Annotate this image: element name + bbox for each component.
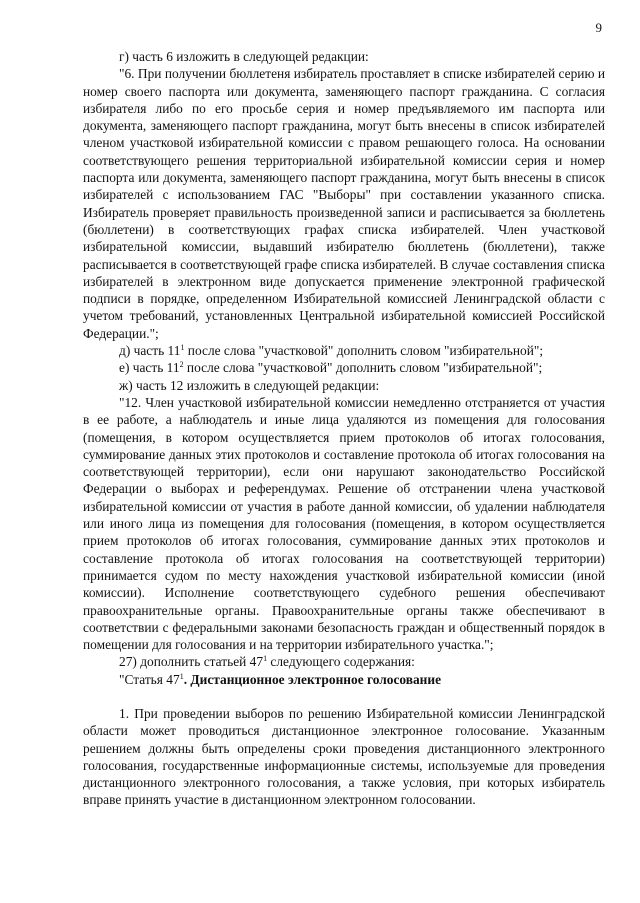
article-heading: "Статья $47^1$. Дистанционное электронное голосование <box>119 671 442 687</box>
document-body <box>83 48 605 809</box>
paragraph-article-1: 1. При проведении выборов по решению Избирательной комиссии Ленинградской области может проводиться дистанционное электронное голосование. Указанным решением должны быть определены сроки проведения дистанционного электронного голосования, государственные информационные системы, используемые для проведения дистанционного электронного голосования, а также условия, при которых избиратель вправе принять участие в дистанционном электронном голосовании. <box>83 705 605 808</box>
paragraph-6: "6. При получении бюллетеня избиратель проставляет в списке избирателей серию и номер своего паспорта или документа, заменяющего паспорт гражданина. С согласия избирателя либо по его просьбе серия и номер предъявляемого им паспорта или документа, заменяющего паспорт гражданина, могут быть внесены в список избирателей членом участковой избирательной комиссии с правом решающего голоса. На основании соответствующего решения территориальной избирательной комиссии серия и номер паспорта или документа, заменяющего паспорт гражданина, могут быть внесены в список избирателей с использованием ГАС "Выборы" при составлении указанного списка. Избиратель проверяет правильность произведенной записи и расписывается за бюллетень (бюллетени) в соответствующих графах списка избирателей. Член участковой избирательной комиссии, выдавший избирателю бюллетень (бюллетени), также расписывается в соответствующей графе списка избирателей. В случае составления списка избирателей в электронном виде допускается применение электронной графической подписи в порядке, определенном Избирательной комиссией Ленинградской области с учетом требований, установленных Центральной избирательной комиссией Российской Федерации."; <box>83 66 605 341</box>
blank-line <box>83 688 605 705</box>
paragraph-12: "12. Член участковой избирательной комиссии немедленно отстраняется от участия в ее работе, а наблюдатель и иные лица удаляются из помещения для голосования (помещения, в котором осуществляется прием протоколов об итогах голосования, суммирование данных этих протоколов и составление протокола об итогах голосования на соответствующей территории), если они нарушают законодательство Российской Федерации о выборах и референдумах. Решение об отстранении члена участковой избирательной комиссии от участия в работе данной комиссии, об удалении наблюдателя или иного лица из помещения для голосования (помещения, в котором осуществляется прием протоколов об итогах голосования, суммирование данных этих протоколов и составление протокола об итогах голосования на соответствующей территории) принимается судом по месту нахождения участковой избирательной комиссии (иной комиссии). Исполнение соответствующего судебного решения обеспечивают правоохранительные органы. Правоохранительные органы также обеспечивают в соответствии с федеральными законами безопасность граждан и общественный порядок в помещении для голосования и на территории избирательного участка."; <box>83 394 605 653</box>
item-27: 27) дополнить статьей $47^1$ следующего содержания: <box>119 654 415 670</box>
item-g: г) часть 6 изложить в следующей редакции: <box>119 49 369 64</box>
item-zh: ж) часть 12 изложить в следующей редакции: <box>119 377 380 393</box>
page-number: 9 <box>595 20 602 35</box>
item-d: д) часть $11^1$ после слова "участковой" дополнить словом "избирательной"; <box>119 343 544 359</box>
item-e: е) часть $11^2$ после слова "участковой" дополнить словом "избирательной"; <box>119 360 543 376</box>
